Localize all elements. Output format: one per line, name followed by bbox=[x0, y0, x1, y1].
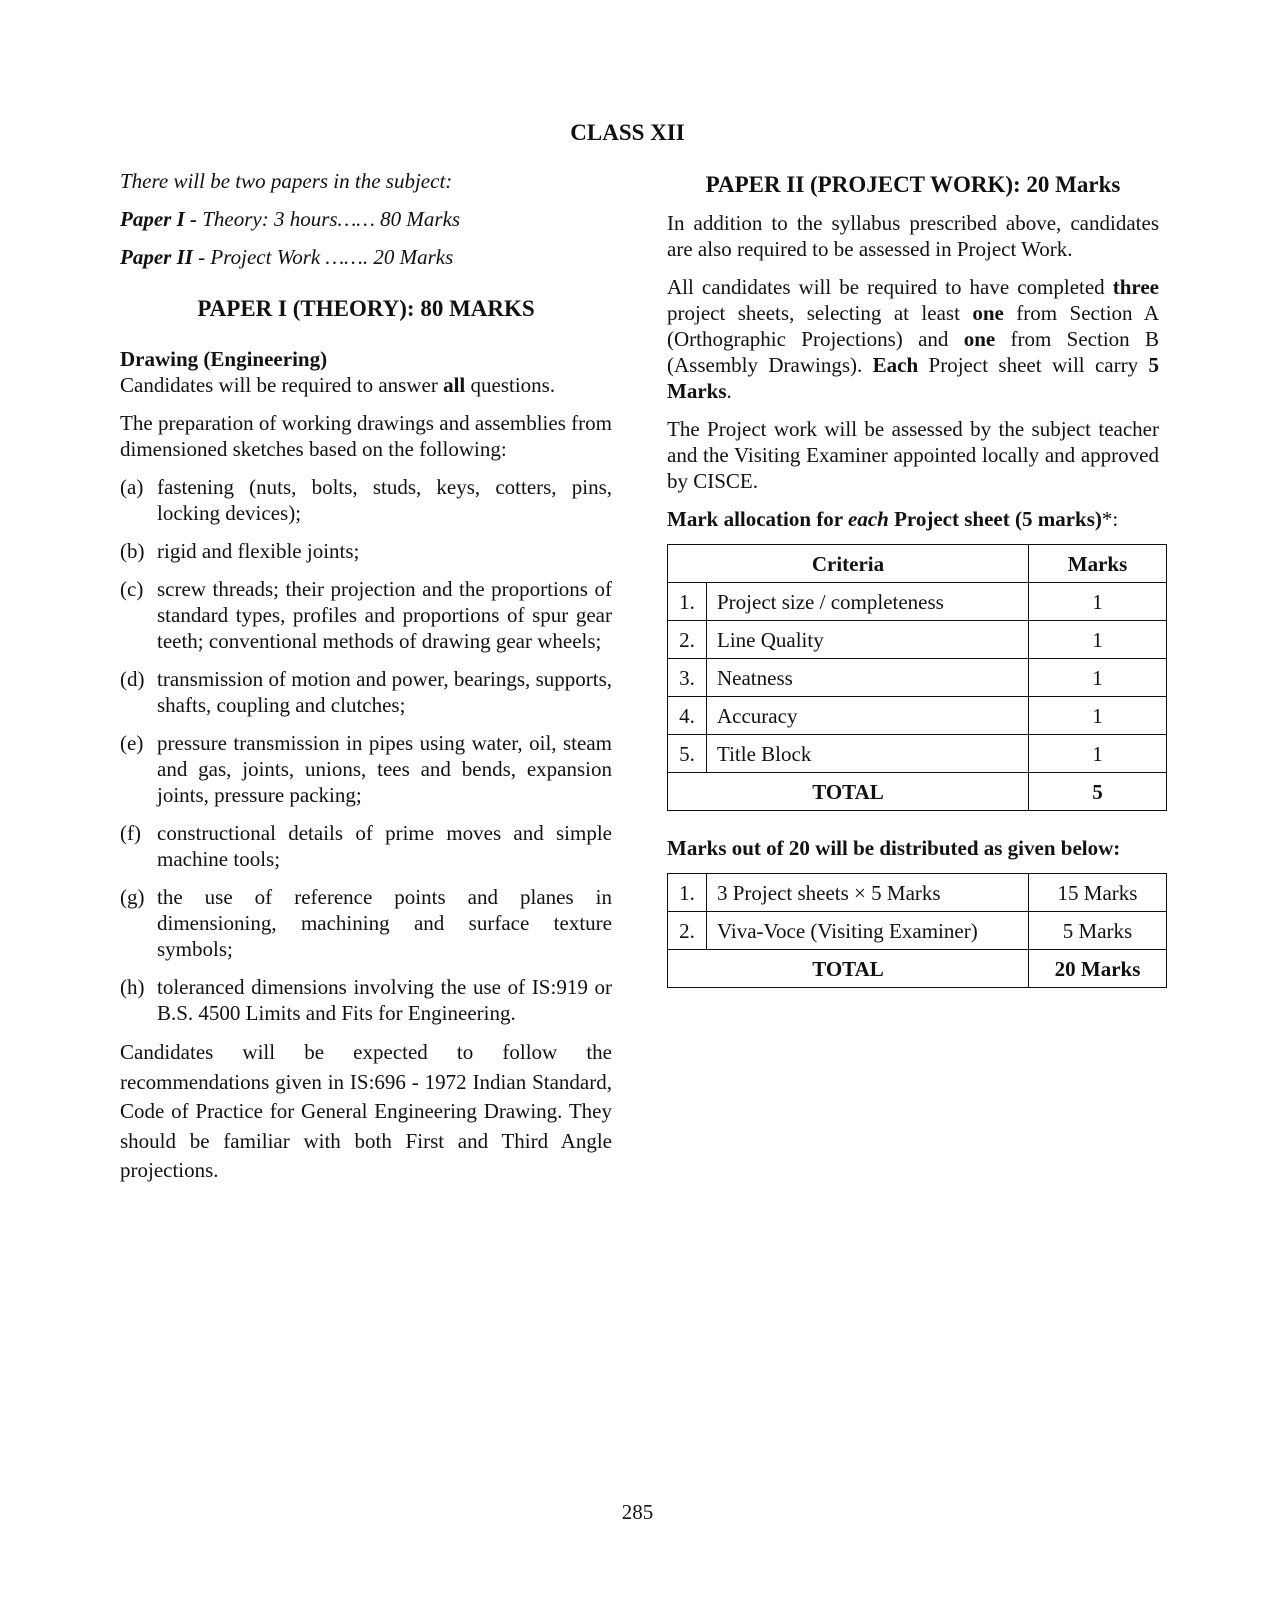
paper1-closing: Candidates will be expected to follow the recommendations given in IS:696 - 1972 Indian Standard, Code of Practice for General Engineering Drawing. They should be familiar with both First and Third Angle projections. bbox=[120, 1040, 612, 1182]
row-criteria: Title Block bbox=[707, 735, 1029, 773]
paper1-subtitle: Drawing (Engineering) bbox=[120, 347, 328, 371]
right-column bbox=[667, 168, 1159, 1000]
row-criteria: Project size / completeness bbox=[707, 583, 1029, 621]
row-marks: 1 bbox=[1029, 621, 1167, 659]
para2-bold: three bbox=[1112, 275, 1159, 299]
para2-text: Project sheet will carry bbox=[918, 353, 1149, 377]
instruction-pre: Candidates will be required to answer bbox=[120, 373, 444, 397]
table-row bbox=[668, 583, 1167, 621]
paper2-para2 bbox=[667, 274, 1159, 404]
para2-bold: one bbox=[963, 327, 996, 351]
item-text: pressure transmission in pipes using water, oil, steam and gas, joints, unions, tees and bends, expansion joints, pressure packing; bbox=[157, 731, 612, 807]
paper1-instruction bbox=[120, 372, 612, 398]
page-title: CLASS XII bbox=[570, 120, 685, 145]
paper1-text: Theory: 3 hours…… 80 Marks bbox=[197, 207, 461, 231]
list-item bbox=[120, 730, 612, 808]
item-label: (e) bbox=[120, 731, 144, 755]
instruction-bold: all bbox=[443, 373, 466, 397]
para2-text: All candidates will be required to have completed bbox=[667, 275, 1113, 299]
row-number: 4. bbox=[668, 697, 707, 735]
item-label: (a) bbox=[120, 475, 144, 499]
row-criteria: 3 Project sheets × 5 Marks bbox=[707, 874, 1029, 912]
row-number: 2. bbox=[668, 621, 707, 659]
table-row bbox=[668, 735, 1167, 773]
alloc-italic: each bbox=[848, 507, 889, 531]
paper1-summary bbox=[120, 206, 612, 232]
row-number: 2. bbox=[668, 912, 707, 950]
list-item bbox=[120, 474, 612, 526]
instruction-post: questions. bbox=[465, 373, 556, 397]
paper2-para1: In addition to the syllabus prescribed above, candidates are also required to be assessed in Project Work. bbox=[667, 211, 1159, 261]
paper1-label: Paper I - bbox=[120, 207, 197, 231]
row-criteria: Viva-Voce (Visiting Examiner) bbox=[707, 912, 1029, 950]
list-item bbox=[120, 666, 612, 718]
row-marks: 1 bbox=[1029, 697, 1167, 735]
list-item bbox=[120, 974, 612, 1026]
item-text: screw threads; their projection and the proportions of standard types, profiles and proportions of spur gear teeth; conventional methods of drawing gear wheels; bbox=[157, 577, 612, 653]
para2-bold: Each bbox=[872, 353, 919, 377]
topic-list bbox=[120, 474, 612, 1026]
item-label: (b) bbox=[120, 539, 145, 563]
para2-text: from Section A (Orthographic Projections) and bbox=[667, 301, 1159, 351]
item-text: the use of reference points and planes in dimensioning, machining and surface texture symbols; bbox=[157, 885, 612, 961]
item-text: fastening (nuts, bolts, studs, keys, cotters, pins, locking devices); bbox=[157, 475, 612, 525]
table-total-row bbox=[668, 773, 1167, 811]
item-text: toleranced dimensions involving the use of IS:919 or B.S. 4500 Limits and Fits for Engineering. bbox=[157, 975, 612, 1025]
distribution-heading: Marks out of 20 will be distributed as given below: bbox=[667, 836, 1121, 860]
item-label: (g) bbox=[120, 885, 145, 909]
list-item bbox=[120, 820, 612, 872]
row-criteria: Accuracy bbox=[707, 697, 1029, 735]
page-number: 285 bbox=[621, 1500, 654, 1524]
left-column bbox=[120, 168, 612, 1198]
item-text: rigid and flexible joints; bbox=[157, 539, 360, 563]
table-row bbox=[668, 659, 1167, 697]
row-number: 1. bbox=[668, 583, 707, 621]
item-label: (f) bbox=[120, 821, 141, 845]
item-label: (c) bbox=[120, 577, 144, 601]
row-marks: 1 bbox=[1029, 583, 1167, 621]
table-row bbox=[668, 874, 1167, 912]
row-marks: 15 Marks bbox=[1029, 874, 1167, 912]
row-number: 1. bbox=[668, 874, 707, 912]
para2-bold: one bbox=[972, 301, 1004, 325]
marks-header: Marks bbox=[1029, 545, 1167, 583]
row-marks: 5 Marks bbox=[1029, 912, 1167, 950]
list-item bbox=[120, 884, 612, 962]
paper2-title: PAPER II (PROJECT WORK): 20 Marks bbox=[705, 172, 1121, 197]
item-text: constructional details of prime moves and simple machine tools; bbox=[157, 821, 612, 871]
distribution-table bbox=[667, 873, 1167, 988]
row-number: 3. bbox=[668, 659, 707, 697]
table-row bbox=[668, 912, 1167, 950]
paper2-text: - Project Work ……. 20 Marks bbox=[192, 245, 454, 269]
table-row bbox=[668, 621, 1167, 659]
item-text: transmission of motion and power, bearings, supports, shafts, coupling and clutches; bbox=[157, 667, 612, 717]
paper2-summary bbox=[120, 244, 612, 270]
intro-block bbox=[120, 168, 612, 270]
allocation-heading bbox=[667, 506, 1159, 532]
para2-text: . bbox=[726, 379, 732, 403]
total-value: 5 bbox=[1029, 773, 1167, 811]
alloc-suffix: *: bbox=[1101, 507, 1119, 531]
row-criteria: Line Quality bbox=[707, 621, 1029, 659]
intro-line: There will be two papers in the subject: bbox=[120, 169, 453, 193]
table-header-row bbox=[668, 545, 1167, 583]
item-label: (d) bbox=[120, 667, 145, 691]
table-row bbox=[668, 697, 1167, 735]
total-value: 20 Marks bbox=[1029, 950, 1167, 988]
para2-text: from Section B (Assembly Drawings). bbox=[667, 327, 1159, 377]
alloc-pre: Mark allocation for bbox=[667, 507, 849, 531]
item-label: (h) bbox=[120, 975, 145, 999]
criteria-header: Criteria bbox=[668, 545, 1029, 583]
row-marks: 1 bbox=[1029, 735, 1167, 773]
list-item bbox=[120, 576, 612, 654]
paper2-para3: The Project work will be assessed by the subject teacher and the Visiting Examiner appointed locally and approved by CISCE. bbox=[667, 417, 1159, 493]
criteria-table bbox=[667, 544, 1167, 811]
total-label: TOTAL bbox=[668, 773, 1029, 811]
paper1-lead: The preparation of working drawings and assemblies from dimensioned sketches based on the following: bbox=[120, 411, 612, 461]
list-item bbox=[120, 538, 612, 564]
total-label: TOTAL bbox=[668, 950, 1029, 988]
para2-text: project sheets, selecting at least bbox=[667, 301, 973, 325]
row-criteria: Neatness bbox=[707, 659, 1029, 697]
row-number: 5. bbox=[668, 735, 707, 773]
table-total-row bbox=[668, 950, 1167, 988]
para2-bold: 5 Marks bbox=[667, 353, 1159, 403]
paper2-label: Paper II bbox=[120, 245, 193, 269]
paper1-title: PAPER I (THEORY): 80 MARKS bbox=[197, 296, 535, 321]
alloc-post: Project sheet (5 marks) bbox=[888, 507, 1102, 531]
row-marks: 1 bbox=[1029, 659, 1167, 697]
